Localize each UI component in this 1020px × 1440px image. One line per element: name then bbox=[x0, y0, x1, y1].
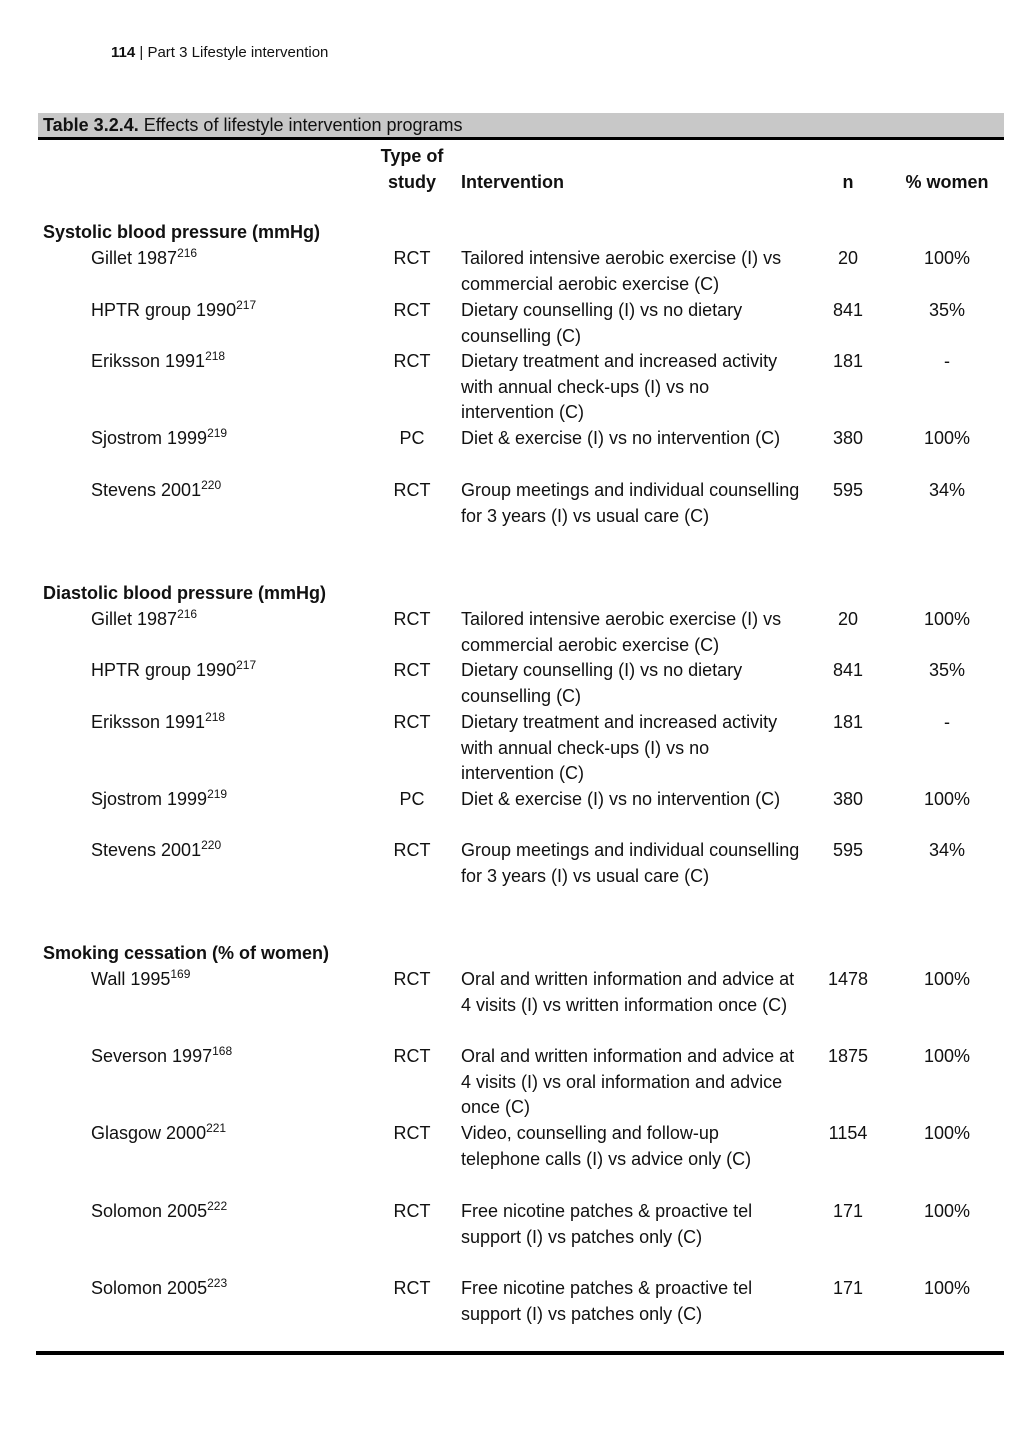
reference-number: 220 bbox=[201, 838, 222, 852]
column-header-intervention: Intervention bbox=[461, 172, 565, 192]
study-name: Severson 1997 bbox=[91, 1046, 213, 1066]
study-name: Gillet 1987 bbox=[91, 609, 178, 629]
reference-number: 218 bbox=[205, 710, 226, 724]
intervention-cell: Group meetings and individual counselling for 3 years (I) vs usual care (C) bbox=[461, 840, 800, 886]
study-name: Eriksson 1991 bbox=[91, 351, 206, 371]
sample-size-cell: 380 bbox=[832, 428, 864, 448]
page-number: 114 bbox=[111, 44, 136, 61]
column-header-n: n bbox=[842, 172, 854, 192]
reference-number: 216 bbox=[177, 246, 198, 260]
sample-size-cell: 181 bbox=[832, 712, 864, 732]
intervention-cell: Diet & exercise (I) vs no intervention (C) bbox=[461, 789, 781, 809]
sample-size-cell: 595 bbox=[832, 480, 864, 500]
study-name: Gillet 1987 bbox=[91, 248, 178, 268]
intervention-cell: Dietary treatment and increased activity with annual check-ups (I) vs no intervention (C) bbox=[461, 712, 778, 784]
study-cell bbox=[91, 1276, 227, 1302]
sample-size-cell: 1154 bbox=[828, 1123, 868, 1143]
percent-women-cell: 100% bbox=[923, 1278, 971, 1298]
intervention-cell: Free nicotine patches & proactive tel support (I) vs patches only (C) bbox=[461, 1201, 753, 1247]
study-cell bbox=[91, 1199, 227, 1225]
percent-women-cell: 100% bbox=[923, 969, 971, 989]
table-bottom-rule bbox=[36, 1351, 1004, 1355]
reference-number: 168 bbox=[212, 1044, 233, 1058]
percent-women-cell: 34% bbox=[928, 840, 966, 860]
percent-women-cell: 100% bbox=[923, 428, 971, 448]
study-cell bbox=[91, 838, 221, 864]
study-type-cell: RCT bbox=[393, 1046, 431, 1066]
percent-women-cell: 100% bbox=[923, 1123, 971, 1143]
sample-size-cell: 1478 bbox=[827, 969, 869, 989]
table-caption bbox=[38, 113, 1004, 137]
percent-women-cell: 100% bbox=[923, 609, 971, 629]
study-name: Solomon 2005 bbox=[91, 1201, 208, 1221]
percent-women-cell: 35% bbox=[928, 660, 966, 680]
intervention-cell: Diet & exercise (I) vs no intervention (C) bbox=[461, 428, 781, 448]
table-caption-label: Table 3.2.4. bbox=[43, 115, 139, 135]
section-heading: Diastolic blood pressure (mmHg) bbox=[43, 583, 327, 603]
study-type-cell: RCT bbox=[393, 609, 431, 629]
study-cell bbox=[91, 658, 256, 684]
running-header bbox=[111, 44, 328, 61]
reference-number: 223 bbox=[207, 1276, 228, 1290]
study-type-cell: RCT bbox=[393, 1123, 431, 1143]
sample-size-cell: 595 bbox=[832, 840, 864, 860]
study-type-cell: RCT bbox=[393, 969, 431, 989]
study-type-cell: PC bbox=[399, 789, 425, 809]
intervention-cell: Free nicotine patches & proactive tel support (I) vs patches only (C) bbox=[461, 1278, 753, 1324]
percent-women-cell: 100% bbox=[923, 1201, 971, 1221]
column-header-women: % women bbox=[905, 172, 989, 192]
study-type-cell: RCT bbox=[393, 1201, 431, 1221]
intervention-cell: Dietary counselling (I) vs no dietary counselling (C) bbox=[461, 300, 743, 346]
percent-women-cell: 100% bbox=[923, 1046, 971, 1066]
sample-size-cell: 380 bbox=[832, 789, 864, 809]
study-type-cell: PC bbox=[399, 428, 425, 448]
study-cell bbox=[91, 478, 221, 504]
study-name: Eriksson 1991 bbox=[91, 712, 206, 732]
study-cell bbox=[91, 710, 225, 736]
study-name: HPTR group 1990 bbox=[91, 300, 237, 320]
sample-size-cell: 20 bbox=[837, 248, 859, 268]
intervention-cell: Group meetings and individual counselling for 3 years (I) vs usual care (C) bbox=[461, 480, 800, 526]
sample-size-cell: 181 bbox=[832, 351, 864, 371]
study-cell bbox=[91, 349, 225, 375]
study-type-cell: RCT bbox=[393, 840, 431, 860]
study-type-cell: RCT bbox=[393, 1278, 431, 1298]
study-type-cell: RCT bbox=[393, 248, 431, 268]
reference-number: 218 bbox=[205, 349, 226, 363]
reference-number: 221 bbox=[206, 1121, 227, 1135]
percent-women-cell: - bbox=[944, 351, 950, 371]
study-cell bbox=[91, 787, 227, 813]
study-cell bbox=[91, 1044, 232, 1070]
reference-number: 217 bbox=[236, 298, 257, 312]
intervention-cell: Oral and written information and advice at 4 visits (I) vs oral information and advice once (C) bbox=[461, 1046, 795, 1118]
study-cell bbox=[91, 426, 227, 452]
intervention-cell: Oral and written information and advice at 4 visits (I) vs written information once (C) bbox=[461, 969, 795, 1015]
sample-size-cell: 20 bbox=[837, 609, 859, 629]
sample-size-cell: 1875 bbox=[827, 1046, 869, 1066]
reference-number: 220 bbox=[201, 478, 222, 492]
intervention-cell: Video, counselling and follow-up telephone calls (I) vs advice only (C) bbox=[461, 1123, 752, 1169]
study-type-cell: RCT bbox=[393, 300, 431, 320]
reference-number: 216 bbox=[177, 607, 198, 621]
study-name: Wall 1995 bbox=[91, 969, 171, 989]
sample-size-cell: 171 bbox=[832, 1278, 864, 1298]
section-heading: Smoking cessation (% of women) bbox=[43, 943, 330, 963]
reference-number: 219 bbox=[207, 426, 228, 440]
section-heading: Systolic blood pressure (mmHg) bbox=[43, 222, 321, 242]
study-cell bbox=[91, 967, 190, 993]
sample-size-cell: 841 bbox=[832, 300, 864, 320]
study-name: HPTR group 1990 bbox=[91, 660, 237, 680]
study-name: Sjostrom 1999 bbox=[91, 789, 208, 809]
study-name: Sjostrom 1999 bbox=[91, 428, 208, 448]
study-type-cell: RCT bbox=[393, 351, 431, 371]
sample-size-cell: 171 bbox=[832, 1201, 864, 1221]
study-cell bbox=[91, 607, 197, 633]
table-top-rule bbox=[38, 137, 1004, 140]
intervention-cell: Tailored intensive aerobic exercise (I) vs commercial aerobic exercise (C) bbox=[461, 248, 782, 294]
table-caption-text: Effects of lifestyle intervention programs bbox=[143, 115, 463, 135]
study-type-cell: RCT bbox=[393, 480, 431, 500]
study-type-cell: RCT bbox=[393, 660, 431, 680]
study-name: Stevens 2001 bbox=[91, 480, 202, 500]
percent-women-cell: 35% bbox=[928, 300, 966, 320]
percent-women-cell: 100% bbox=[923, 789, 971, 809]
header-separator: | bbox=[139, 44, 144, 61]
intervention-cell: Dietary counselling (I) vs no dietary counselling (C) bbox=[461, 660, 743, 706]
reference-number: 219 bbox=[207, 787, 228, 801]
study-name: Solomon 2005 bbox=[91, 1278, 208, 1298]
study-type-cell: RCT bbox=[393, 712, 431, 732]
reference-number: 217 bbox=[236, 658, 257, 672]
column-header-type bbox=[372, 143, 452, 195]
column-header-type-line1: Type of bbox=[380, 146, 444, 166]
reference-number: 169 bbox=[170, 967, 191, 981]
reference-number: 222 bbox=[207, 1199, 228, 1213]
intervention-cell: Tailored intensive aerobic exercise (I) vs commercial aerobic exercise (C) bbox=[461, 609, 782, 655]
intervention-cell: Dietary treatment and increased activity with annual check-ups (I) vs no intervention (C) bbox=[461, 351, 778, 423]
sample-size-cell: 841 bbox=[832, 660, 864, 680]
study-cell bbox=[91, 298, 256, 324]
percent-women-cell: - bbox=[944, 712, 950, 732]
study-cell bbox=[91, 1121, 226, 1147]
percent-women-cell: 34% bbox=[928, 480, 966, 500]
study-name: Stevens 2001 bbox=[91, 840, 202, 860]
running-title: Part 3 Lifestyle intervention bbox=[147, 44, 329, 61]
study-name: Glasgow 2000 bbox=[91, 1123, 207, 1143]
percent-women-cell: 100% bbox=[923, 248, 971, 268]
column-header-type-line2: study bbox=[387, 172, 436, 192]
study-cell bbox=[91, 246, 197, 272]
